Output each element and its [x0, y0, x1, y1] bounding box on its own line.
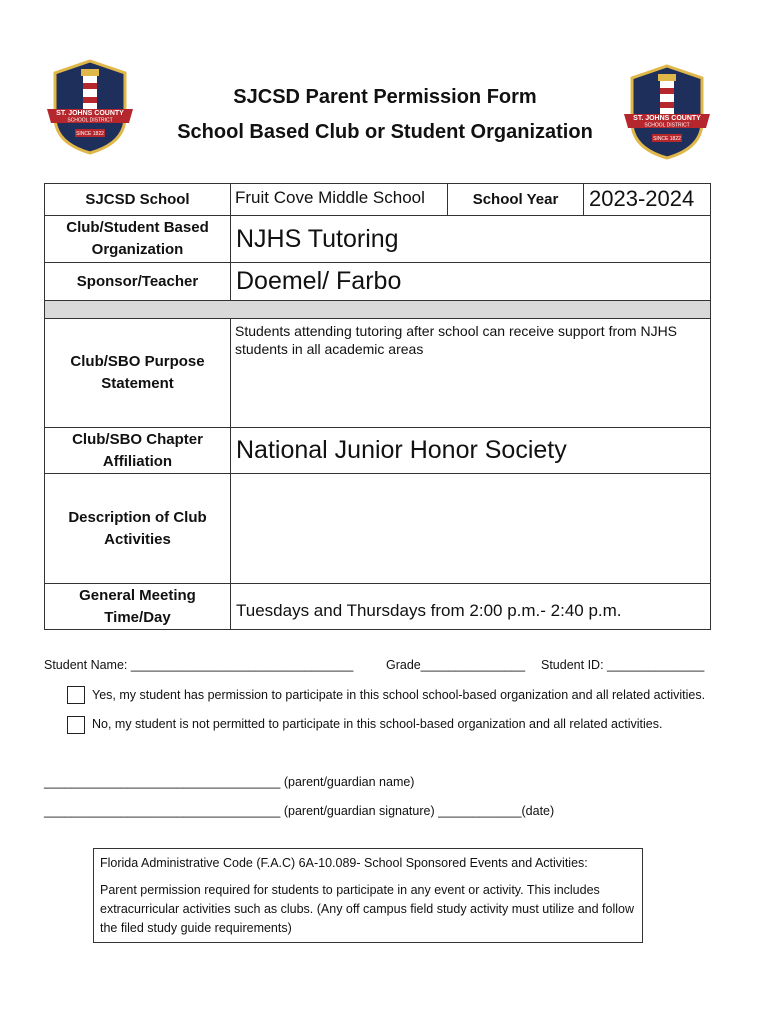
fac-note-box [93, 848, 643, 943]
fac-note-body: Parent permission required for students to participate in any event or activity. This includes extracurricular activities such as clubs. (Any off campus field study activity must utilize and follow the filed study guide requirements) [100, 883, 635, 935]
permission-yes-text: Yes, my student has permission to participate in this school school-based organization and all related activities. [92, 688, 706, 702]
parent-name-line[interactable]: __________________________________ (parent/guardian name) [44, 775, 415, 789]
school-year-label: School Year [448, 184, 584, 216]
district-logo-right [622, 62, 712, 162]
section-divider [45, 301, 711, 319]
parent-signature-line[interactable]: __________________________________ (parent/guardian signature) ____________(date) [44, 804, 555, 818]
logo-subtext: SCHOOL DISTRICT [67, 117, 113, 124]
sponsor-value[interactable]: Doemel/ Farbo [231, 263, 711, 301]
grade-field[interactable]: Grade_______________ [386, 658, 526, 672]
logo-text: ST. JOHNS COUNTY [633, 115, 701, 122]
school-value[interactable]: Fruit Cove Middle School [231, 184, 448, 216]
description-label: Description of Club Activities [45, 474, 231, 584]
purpose-label: Club/SBO Purpose Statement [45, 319, 231, 428]
logo-text: ST. JOHNS COUNTY [56, 110, 124, 117]
meeting-label: General Meeting Time/Day [45, 584, 231, 630]
description-value[interactable] [231, 474, 711, 584]
school-year-value[interactable]: 2023-2024 [584, 184, 711, 216]
chapter-value[interactable]: National Junior Honor Society [231, 428, 711, 474]
permission-no-checkbox[interactable] [67, 716, 85, 734]
club-label: Club/Student Based Organization [45, 216, 231, 263]
logo-subtext: SCHOOL DISTRICT [644, 122, 690, 129]
permission-yes-checkbox[interactable] [67, 686, 85, 704]
form-title: SJCSD Parent Permission Form [233, 86, 537, 108]
club-value[interactable]: NJHS Tutoring [231, 216, 711, 263]
sponsor-label: Sponsor/Teacher [45, 263, 231, 301]
school-label: SJCSD School [45, 184, 231, 216]
permission-no-text: No, my student is not permitted to participate in this school-based organization and all related activities. [92, 717, 663, 731]
form-subtitle: School Based Club or Student Organization [177, 121, 593, 143]
fac-note-heading: Florida Administrative Code (F.A.C) 6A-10.089- School Sponsored Events and Activities: [100, 856, 588, 870]
permission-form-table [44, 183, 711, 630]
purpose-value[interactable]: Students attending tutoring after school can receive support from NJHS students in all academic areas [231, 319, 711, 428]
chapter-label: Club/SBO Chapter Affiliation [45, 428, 231, 474]
logo-since: SINCE 1822 [653, 136, 681, 142]
student-id-field[interactable]: Student ID: ______________ [541, 658, 705, 672]
meeting-value[interactable]: Tuesdays and Thursdays from 2:00 p.m.- 2:40 p.m. [231, 584, 711, 630]
student-name-field[interactable]: Student Name: ________________________________ [44, 658, 354, 672]
logo-since: SINCE 1822 [76, 131, 104, 137]
